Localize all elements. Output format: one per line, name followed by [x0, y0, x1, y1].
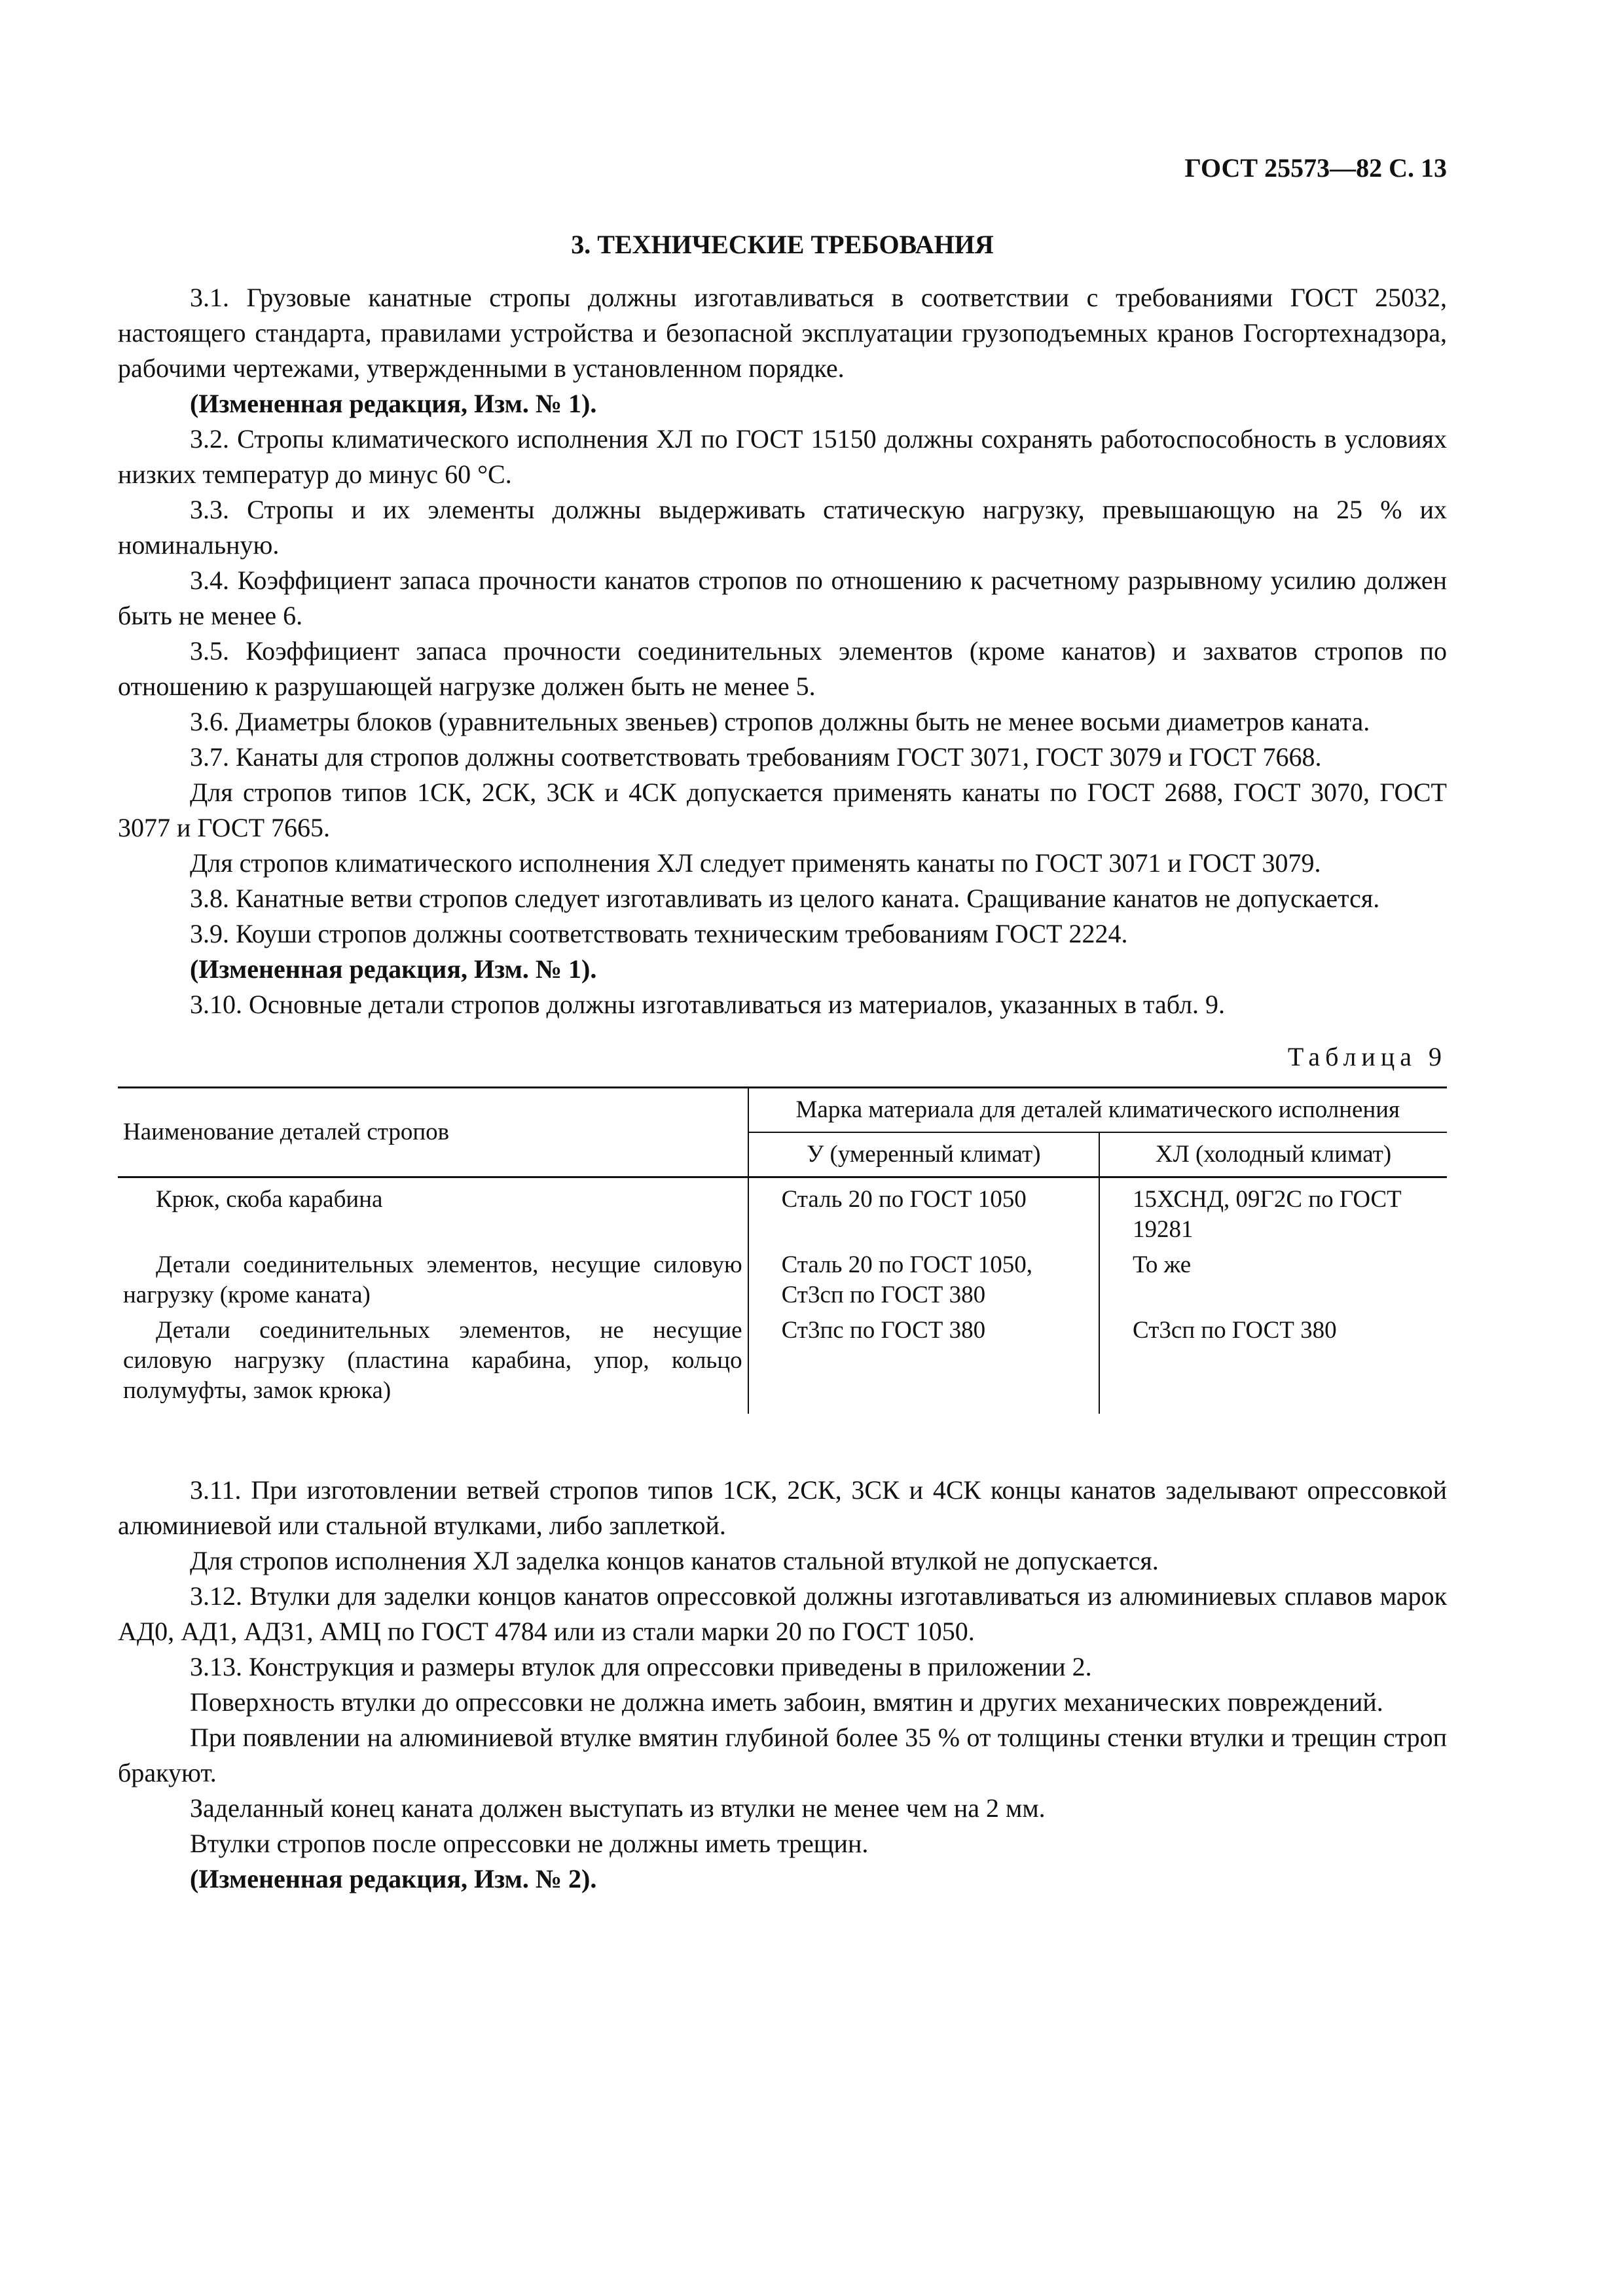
paragraph-3-13: 3.13. Конструкция и размеры втулок для опрессовки приведены в приложении 2.: [190, 1652, 1092, 1681]
paragraph-3-13-b: При появлении на алюминиевой втулке вмятин глубиной более 35 % от толщины стенки втулки и трещин строп бракуют.: [118, 1723, 1447, 1787]
table-cell: Крюк, скоба карабина: [156, 1186, 383, 1213]
table-row: [118, 1247, 1447, 1313]
paragraph-3-4: 3.4. Коэффициент запаса прочности канатов стропов по отношению к расчетному разрывному усилию должен быть не менее 6.: [118, 565, 1447, 630]
paragraph-3-9: 3.9. Коуши стропов должны соответствовать техническим требованиям ГОСТ 2224.: [190, 919, 1128, 948]
table-cell: Ст3сп по ГОСТ 380: [1099, 1313, 1447, 1414]
document-page: [118, 0, 1447, 2296]
table-header-parts: Наименование деталей стропов: [118, 1088, 748, 1177]
table-cell: 15ХСНД, 09Г2С по ГОСТ 19281: [1099, 1177, 1447, 1248]
paragraph-3-5: 3.5. Коэффициент запаса прочности соединительных элементов (кроме канатов) и захватов стропов по отношению к разрушающей нагрузке должен быть не менее 5.: [118, 636, 1447, 701]
paragraph-3-13-a: Поверхность втулки до опрессовки не должна иметь забоин, вмятин и других механических повреждений.: [190, 1687, 1383, 1717]
table-cell: Детали соединительных элементов, не несущие силовую нагрузку (пластина карабина, упор, кольцо полумуфты, замок крюка): [123, 1317, 742, 1404]
paragraphs-after-table: [118, 1473, 1447, 1897]
table-cell: Сталь 20 по ГОСТ 1050, Ст3сп по ГОСТ 380: [748, 1247, 1099, 1313]
table-row: [118, 1177, 1447, 1248]
paragraph-3-7-a: Для стропов типов 1СК, 2СК, 3СК и 4СК допускается применять канаты по ГОСТ 2688, ГОСТ 3070, ГОСТ 3077 и ГОСТ 7665.: [118, 778, 1447, 842]
table-caption: Таблица 9: [1287, 1042, 1447, 1071]
paragraph-3-12: 3.12. Втулки для заделки концов канатов опрессовкой должны изготавливаться из алюминиевых сплавов марок АД0, АД1, АД31, АМЦ по ГОСТ 4784 или из стали марки 20 по ГОСТ 1050.: [118, 1581, 1447, 1646]
paragraph-3-7: 3.7. Канаты для стропов должны соответствовать требованиям ГОСТ 3071, ГОСТ 3079 и ГОСТ 7668.: [190, 742, 1322, 772]
paragraph-3-7-b: Для стропов климатического исполнения ХЛ следует применять канаты по ГОСТ 3071 и ГОСТ 3079.: [190, 848, 1321, 878]
table-header-u: У (умеренный климат): [748, 1132, 1099, 1177]
paragraph-3-11: 3.11. При изготовлении ветвей стропов типов 1СК, 2СК, 3СК и 4СК концы канатов заделывают опрессовкой алюминиевой или стальной втулками, либо заплеткой.: [118, 1475, 1447, 1540]
paragraph-3-13-c: Заделанный конец каната должен выступать из втулки не менее чем на 2 мм.: [190, 1793, 1046, 1823]
paragraph-3-13-d: Втулки стропов после опрессовки не должны иметь трещин.: [190, 1829, 869, 1858]
table-cell: Детали соединительных элементов, несущие силовую нагрузку (кроме каната): [123, 1251, 742, 1308]
table-header-group: Марка материала для деталей климатического исполнения: [748, 1088, 1447, 1133]
paragraph-3-10: 3.10. Основные детали стропов должны изготавливаться из материалов, указанных в табл. 9.: [190, 990, 1226, 1019]
amendment-note: (Измененная редакция, Изм. № 1).: [190, 389, 597, 418]
table-cell: Ст3пс по ГОСТ 380: [748, 1313, 1099, 1414]
document-body: [118, 280, 1447, 1897]
paragraph-3-11-a: Для стропов исполнения ХЛ заделка концов канатов стальной втулкой не допускается.: [190, 1546, 1159, 1575]
paragraph-3-8: 3.8. Канатные ветви стропов следует изготавливать из целого каната. Сращивание канатов не допускается.: [190, 884, 1380, 913]
paragraph-3-3: 3.3. Стропы и их элементы должны выдерживать статическую нагрузку, превышающую на 25 % их номинальную.: [118, 495, 1447, 560]
table-cell: То же: [1099, 1247, 1447, 1313]
paragraphs-before-table: [118, 280, 1447, 1022]
table-cell: Сталь 20 по ГОСТ 1050: [748, 1177, 1099, 1248]
table-header-hl: ХЛ (холодный климат): [1099, 1132, 1447, 1177]
amendment-note: (Измененная редакция, Изм. № 2).: [190, 1864, 597, 1893]
paragraph-3-2: 3.2. Стропы климатического исполнения ХЛ по ГОСТ 15150 должны сохранять работоспособность в условиях низких температур до минус 60 °С.: [118, 424, 1447, 489]
table-row: [118, 1313, 1447, 1414]
page-header: ГОСТ 25573—82 С. 13: [1184, 153, 1447, 183]
paragraph-3-1: 3.1. Грузовые канатные стропы должны изготавливаться в соответствии с требованиями ГОСТ 25032, настоящего стандарта, правилами устройства и безопасной эксплуатации грузоподъемных кранов Госгортехнадзора, рабочими чертежами, утвержденными в установленном порядке.: [118, 283, 1447, 383]
section-title: 3. ТЕХНИЧЕСКИЕ ТРЕБОВАНИЯ: [571, 230, 994, 259]
amendment-note: (Измененная редакция, Изм. № 1).: [190, 954, 597, 984]
paragraph-3-6: 3.6. Диаметры блоков (уравнительных звеньев) стропов должны быть не менее восьми диаметров каната.: [190, 707, 1370, 736]
materials-table: [118, 1086, 1447, 1414]
